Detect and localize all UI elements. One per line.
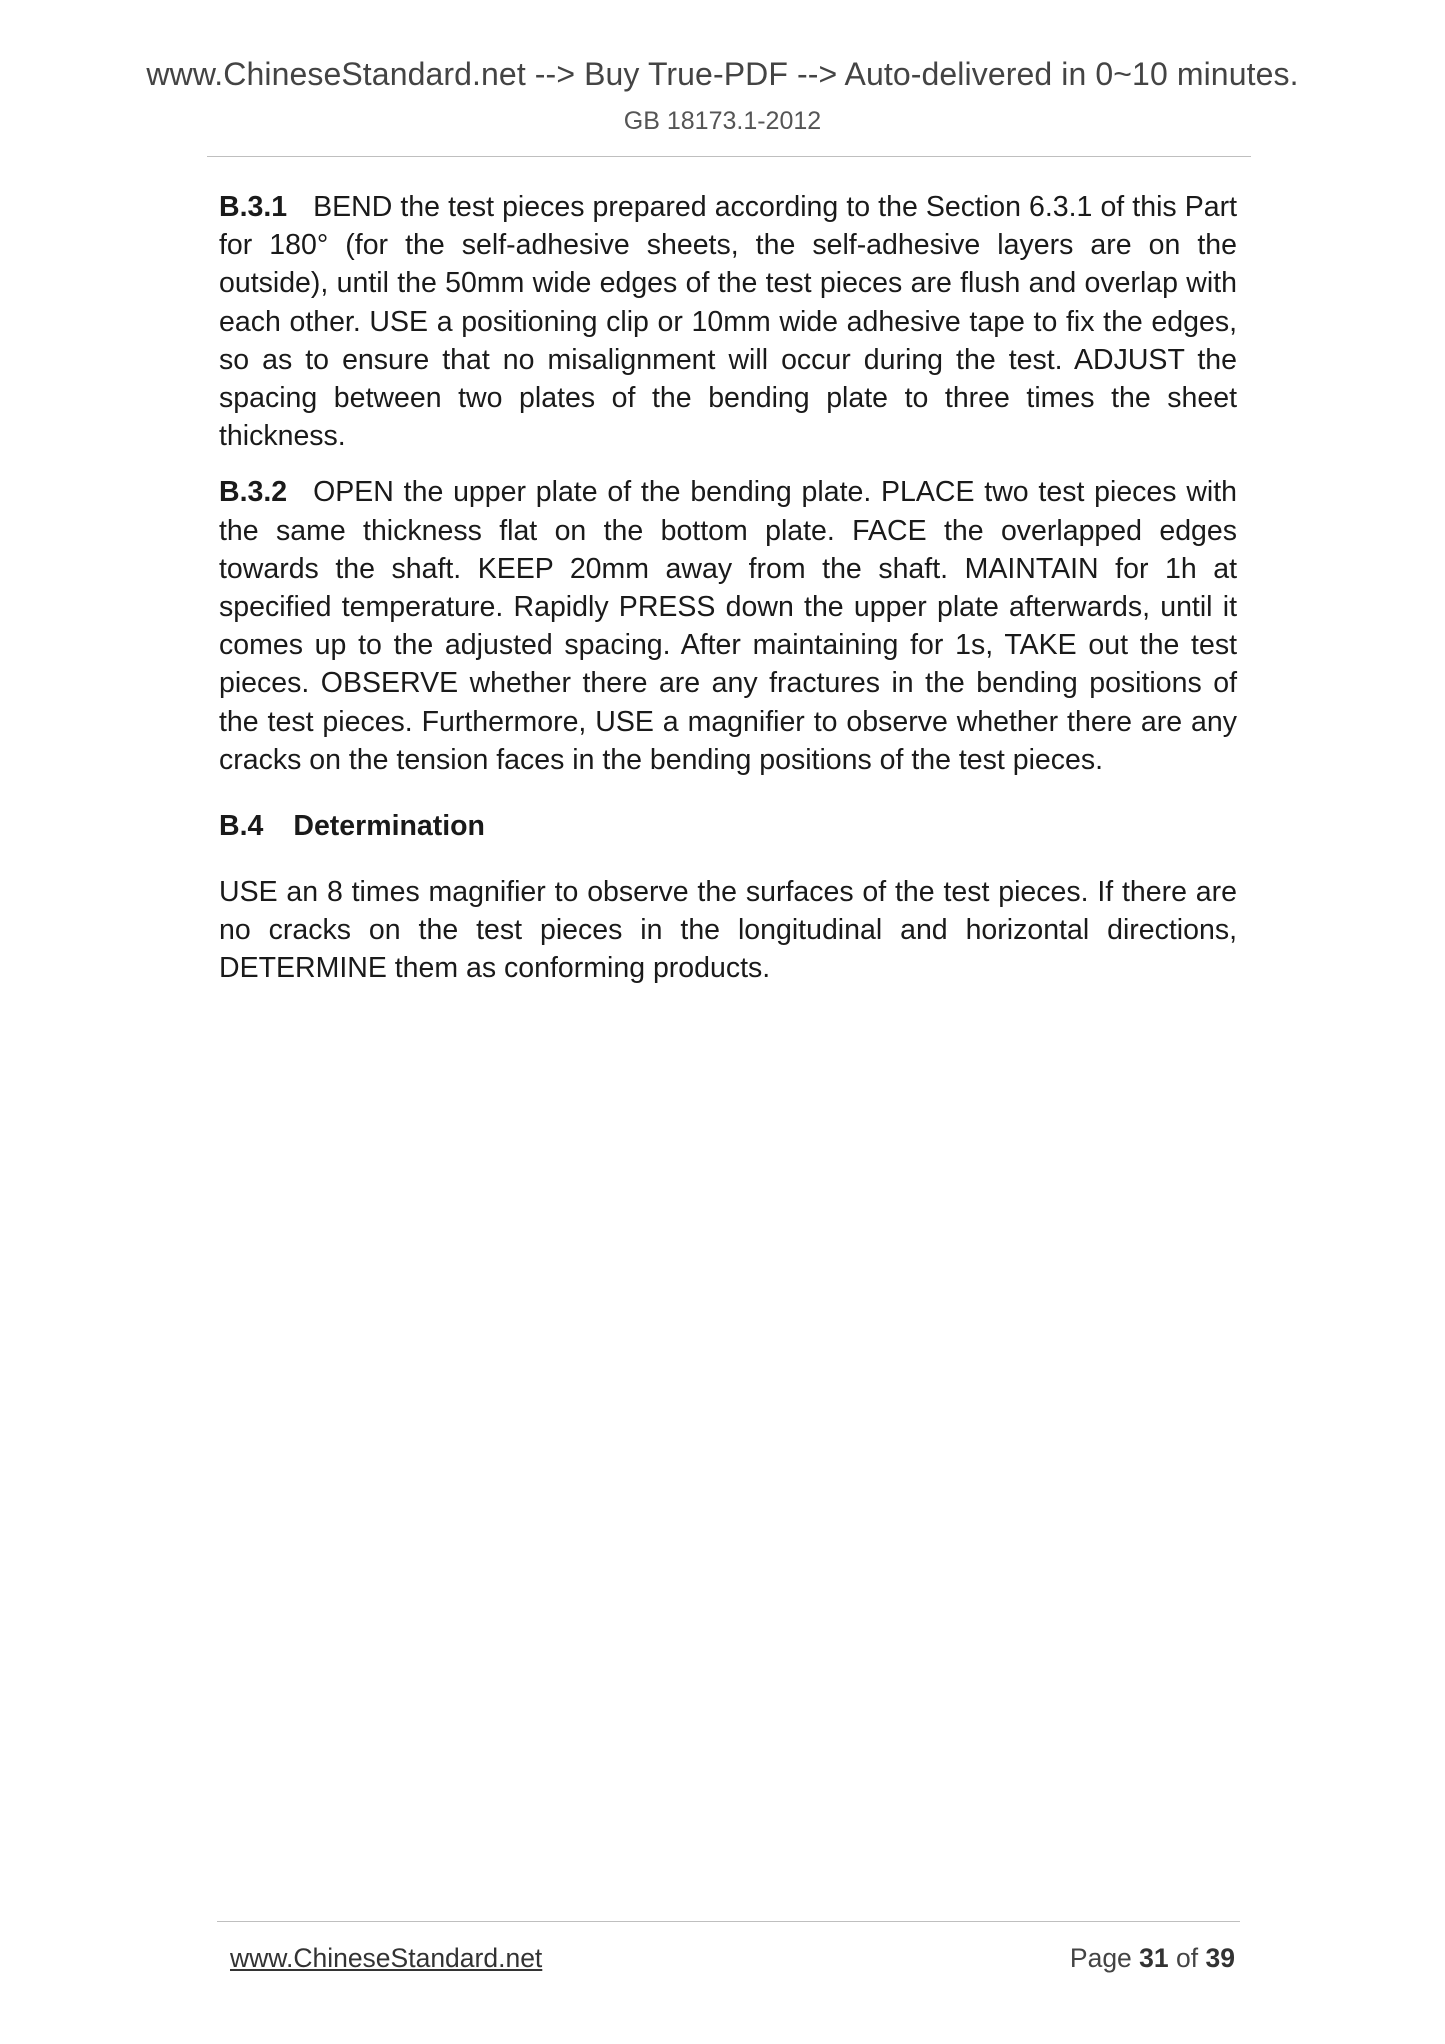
section-number: B.4 [219,810,264,843]
header-divider [207,156,1251,157]
header-banner: www.ChineseStandard.net --> Buy True-PDF --> Auto-delivered in 0~10 minutes. [146,56,1299,92]
standard-number: GB 18173.1-2012 [623,107,822,135]
footer-divider [217,1921,1240,1922]
page-current: 31 [1139,1943,1169,1973]
clause-number: B.3.2 [219,476,288,509]
page-label: Page [1069,1943,1132,1973]
section-heading-b4 [219,807,1237,845]
clause-text: BEND the test pieces prepared according to the Section 6.3.1 of this Part for 180° (for the self-adhesive sheets, the self-adhesive layers are on the outside), until the 50mm wide edges of the test pieces are flush and overlap with each other. USE a positioning clip or 10mm wide adhesive tape to fix the edges, so as to ensure that no misalignment will occur during the test. ADJUST the spacing between two plates of the bending plate to three times the sheet thickness. [219,191,1237,453]
clause-text: OPEN the upper plate of the bending plate. PLACE two test pieces with the same thickness flat on the bottom plate. FACE the overlapped edges towards the shaft. KEEP 20mm away from the shaft. MAINTAIN for 1h at specified temperature. Rapidly PRESS down the upper plate afterwards, until it comes up to the adjusted spacing. After maintaining for 1s, TAKE out the test pieces. OBSERVE whether there are any fractures in the bending positions of the test pieces. Furthermore, USE a magnifier to observe whether there are any cracks on the tension faces in the bending positions of the test pieces. [219,476,1237,776]
footer-website-link[interactable]: www.ChineseStandard.net [230,1943,543,1973]
page-of-label: of [1176,1943,1199,1973]
clause-number: B.3.1 [219,191,288,223]
section-title: Determination [293,810,485,843]
clause-b331 [219,188,1237,455]
document-body [219,188,1237,988]
page-total: 39 [1205,1943,1235,1973]
clause-b332 [219,473,1237,779]
page-number [1070,1943,1235,1974]
clause-b4-text: USE an 8 times magnifier to observe the surfaces of the test pieces. If there are no cracks on the test pieces in the longitudinal and horizontal directions, DETERMINE them as conforming products. [219,876,1237,985]
